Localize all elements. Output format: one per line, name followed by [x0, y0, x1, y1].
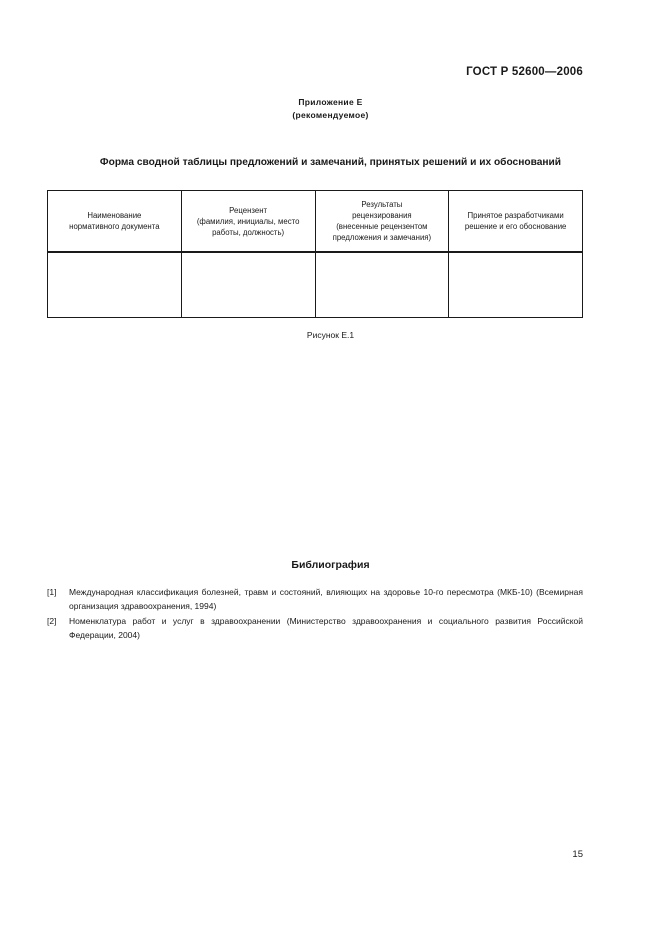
bibliography-text: Международная классификация болезней, травм и состояний, влияющих на здоровье 10-го пересмотра (МКБ-10) (Всемирная организация здравоохранения, 1994) — [69, 587, 583, 611]
header-line: работы, должность) — [212, 227, 285, 237]
bibliography-number: [2] — [47, 616, 57, 626]
header-line: Принятое разработчиками — [467, 211, 564, 220]
header-line: (внесенные рецензентом — [336, 222, 428, 231]
column-header-results — [315, 191, 449, 253]
column-header-decision — [449, 191, 583, 253]
header-line: нормативного документа — [69, 222, 160, 231]
form-title: Форма сводной таблицы предложений и замечаний, принятых решений и их обоснований — [99, 157, 562, 168]
table-header-row — [48, 191, 583, 253]
list-item — [47, 615, 583, 642]
appendix-heading — [0, 96, 661, 122]
column-header-reviewer — [181, 191, 315, 253]
header-line: Рецензент — [229, 205, 268, 215]
table-cell-empty — [48, 252, 182, 318]
table-cell-empty — [315, 252, 449, 318]
column-header-document — [48, 191, 182, 253]
page-number: 15 — [572, 849, 583, 860]
table-cell-empty — [181, 252, 315, 318]
summary-table — [47, 190, 583, 318]
header-line: решение и его обоснование — [464, 222, 567, 231]
bibliography-list — [47, 586, 583, 644]
standard-designation: ГОСТ Р 52600—2006 — [466, 66, 583, 78]
bibliography-number: [1] — [47, 587, 57, 597]
header-line: Наименование — [87, 211, 142, 220]
appendix-title: Приложение Е — [298, 97, 363, 107]
table-row — [48, 252, 583, 318]
table-cell-empty — [449, 252, 583, 318]
header-line: рецензирования — [352, 211, 412, 220]
header-line: Результаты — [361, 200, 403, 209]
list-item — [47, 586, 583, 613]
header-line: предложения и замечания) — [332, 233, 432, 242]
bibliography-title: Библиография — [291, 559, 370, 571]
header-line: (фамилия, инициалы, место — [196, 216, 300, 226]
figure-caption: Рисунок Е.1 — [306, 330, 355, 340]
appendix-status: (рекомендуемое) — [292, 110, 369, 120]
bibliography-text: Номенклатура работ и услуг в здравоохранении (Министерство здравоохранения и социального развития Российской Федерации, 2004) — [69, 616, 583, 640]
